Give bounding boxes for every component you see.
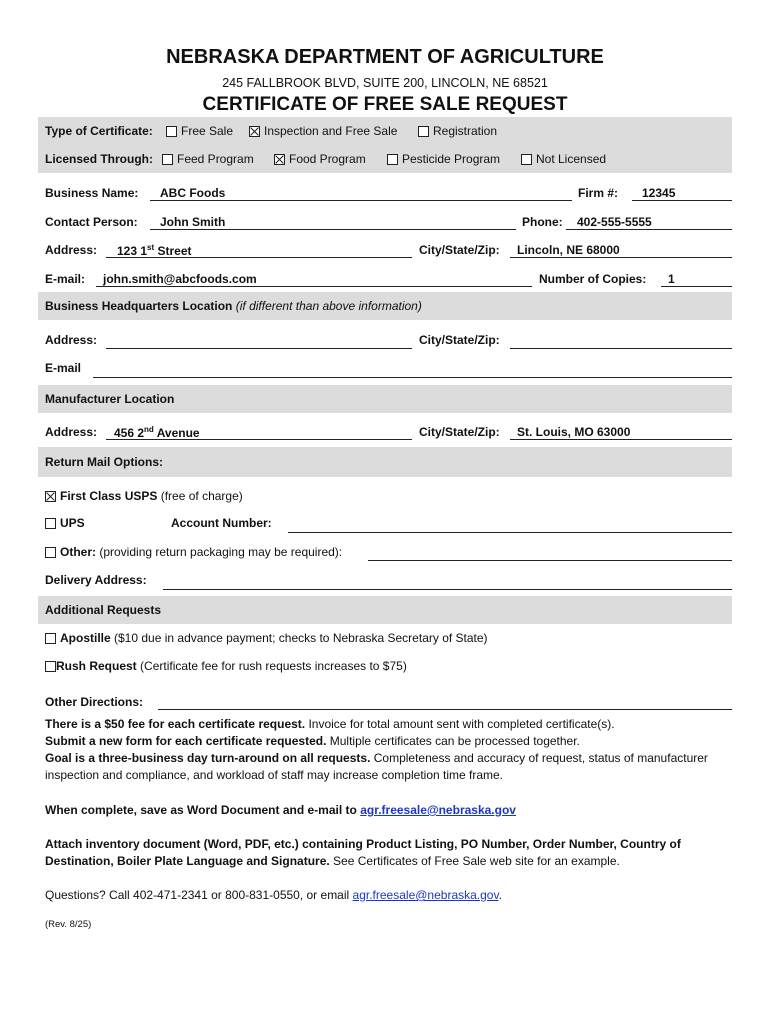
rush-request-label: Rush Request (56, 659, 137, 673)
cert-type-inspection-free-sale[interactable] (249, 124, 397, 138)
manufacturer-address-label: Address: (45, 425, 98, 439)
business-name-value: ABC Foods (160, 186, 226, 200)
questions-line: Questions? Call 402-471-2341 or 800-831-0550, or email agr.freesale@nebraska.gov. (45, 888, 502, 902)
questions-email-link[interactable]: agr.freesale@nebraska.gov (352, 888, 499, 902)
other-return-field[interactable] (368, 560, 732, 561)
account-number-field[interactable] (288, 532, 732, 533)
account-number-label: Account Number: (171, 516, 272, 530)
submit-note: Submit a new form for each certificate requested. Multiple certificates can be processed together. (45, 734, 580, 748)
phone-label: Phone: (522, 215, 563, 229)
certificate-type-label: Type of Certificate: (45, 124, 153, 138)
pesticide-program-checkbox[interactable] (387, 154, 398, 165)
rush-request-option[interactable] (45, 659, 407, 673)
other-return-checkbox[interactable] (45, 547, 56, 558)
manufacturer-address-value: 456 2nd Avenue (114, 425, 200, 440)
address-label: Address: (45, 243, 98, 257)
cert-type-registration[interactable] (418, 124, 497, 138)
email-value: john.smith@abcfoods.com (103, 272, 257, 286)
feed-program-label: Feed Program (177, 152, 254, 166)
apostille-checkbox[interactable] (45, 633, 56, 644)
other-return-note: (providing return packaging may be required): (99, 545, 343, 559)
city-state-zip-label: City/State/Zip: (419, 243, 500, 257)
manufacturer-heading: Manufacturer Location (45, 392, 175, 406)
city-state-zip-value: Lincoln, NE 68000 (517, 243, 620, 257)
fee-note: There is a $50 fee for each certificate request. Invoice for total amount sent with completed certificate(s). (45, 717, 615, 731)
manufacturer-city-state-zip-value: St. Louis, MO 63000 (517, 425, 631, 439)
registration-label: Registration (433, 124, 498, 138)
rush-request-checkbox[interactable] (45, 661, 56, 672)
first-class-usps-option[interactable] (45, 489, 243, 503)
ups-option[interactable] (45, 516, 85, 530)
form-title: CERTIFICATE OF FREE SALE REQUEST (202, 94, 568, 115)
other-return-option[interactable] (45, 545, 342, 559)
business-name-label: Business Name: (45, 186, 139, 200)
save-email-link[interactable]: agr.freesale@nebraska.gov (360, 803, 516, 817)
ups-checkbox[interactable] (45, 518, 56, 529)
revision-label: (Rev. 8/25) (45, 919, 92, 930)
contact-person-label: Contact Person: (45, 215, 138, 229)
ups-label: UPS (60, 516, 85, 530)
manufacturer-city-state-zip-field[interactable] (510, 439, 732, 440)
email-field[interactable] (96, 286, 532, 287)
feed-program-checkbox[interactable] (162, 154, 173, 165)
agency-title: NEBRASKA DEPARTMENT OF AGRICULTURE (166, 46, 604, 68)
address-value: 123 1st Street (117, 243, 192, 258)
business-name-field[interactable] (150, 200, 572, 201)
other-directions-field[interactable] (158, 709, 732, 710)
licensed-pesticide-program[interactable] (387, 152, 500, 166)
other-directions-label: Other Directions: (45, 695, 144, 709)
additional-requests-heading: Additional Requests (45, 603, 162, 617)
pesticide-program-label: Pesticide Program (402, 152, 501, 166)
attach-instruction: Attach inventory document (Word, PDF, etc.) containing Product Listing, PO Number, Order Number, Country of Destination, Boiler Plate Language and Signature. See Certificates of Free Sale web site for an example. (45, 837, 681, 868)
not-licensed-checkbox[interactable] (521, 154, 532, 165)
first-class-usps-note: (free of charge) (160, 489, 243, 503)
licensed-not-licensed[interactable] (521, 152, 606, 166)
email-label: E-mail: (45, 272, 86, 286)
hq-address-label: Address: (45, 333, 98, 347)
delivery-address-label: Delivery Address: (45, 573, 147, 587)
apostille-option[interactable] (45, 631, 488, 645)
hq-heading: Business Headquarters Location (if different than above information) (45, 299, 422, 313)
firm-number-value: 12345 (642, 186, 676, 200)
save-instruction: When complete, save as Word Document and e-mail to agr.freesale@nebraska.gov (45, 803, 516, 817)
city-state-zip-field[interactable] (510, 257, 732, 258)
contact-person-field[interactable] (150, 229, 516, 230)
other-return-label: Other: (60, 545, 96, 559)
delivery-address-field[interactable] (163, 589, 732, 590)
phone-field[interactable] (566, 229, 732, 230)
licensed-food-program[interactable] (274, 152, 366, 166)
cert-type-free-sale[interactable] (166, 124, 233, 138)
contact-person-value: John Smith (160, 215, 226, 229)
firm-number-label: Firm #: (578, 186, 619, 200)
firm-number-field[interactable] (632, 200, 732, 201)
registration-checkbox[interactable] (418, 126, 429, 137)
not-licensed-label: Not Licensed (536, 152, 607, 166)
hq-address-field[interactable] (106, 348, 412, 349)
rush-request-note: (Certificate fee for rush requests increases to $75) (140, 659, 407, 673)
return-mail-heading: Return Mail Options: (45, 455, 163, 469)
goal-note: Goal is a three-business day turn-around on all requests. Completeness and accuracy of request, status of manufacturer inspection and compliance, and workload of staff may increase completion time frame. (45, 751, 708, 782)
apostille-note: ($10 due in advance payment; checks to Nebraska Secretary of State) (114, 631, 488, 645)
hq-city-state-zip-label: City/State/Zip: (419, 333, 500, 347)
agency-address: 245 FALLBROOK BLVD, SUITE 200, LINCOLN, NE 68521 (222, 76, 548, 90)
first-class-usps-checkbox[interactable] (45, 491, 56, 502)
number-of-copies-label: Number of Copies: (539, 272, 647, 286)
licensed-through-label: Licensed Through: (45, 152, 153, 166)
inspection-free-sale-checkbox[interactable] (249, 126, 260, 137)
food-program-label: Food Program (289, 152, 366, 166)
free-sale-label: Free Sale (181, 124, 234, 138)
hq-email-label: E-mail (45, 361, 82, 375)
first-class-usps-label: First Class USPS (60, 489, 158, 503)
inspection-free-sale-label: Inspection and Free Sale (264, 124, 398, 138)
apostille-label: Apostille (60, 631, 111, 645)
free-sale-checkbox[interactable] (166, 126, 177, 137)
number-of-copies-value: 1 (668, 272, 675, 286)
hq-email-field[interactable] (93, 377, 732, 378)
licensed-feed-program[interactable] (162, 152, 254, 166)
number-of-copies-field[interactable] (661, 286, 732, 287)
manufacturer-city-state-zip-label: City/State/Zip: (419, 425, 500, 439)
instructions-block (45, 716, 735, 784)
food-program-checkbox[interactable] (274, 154, 285, 165)
phone-value: 402-555-5555 (577, 215, 652, 229)
hq-city-state-zip-field[interactable] (510, 348, 732, 349)
